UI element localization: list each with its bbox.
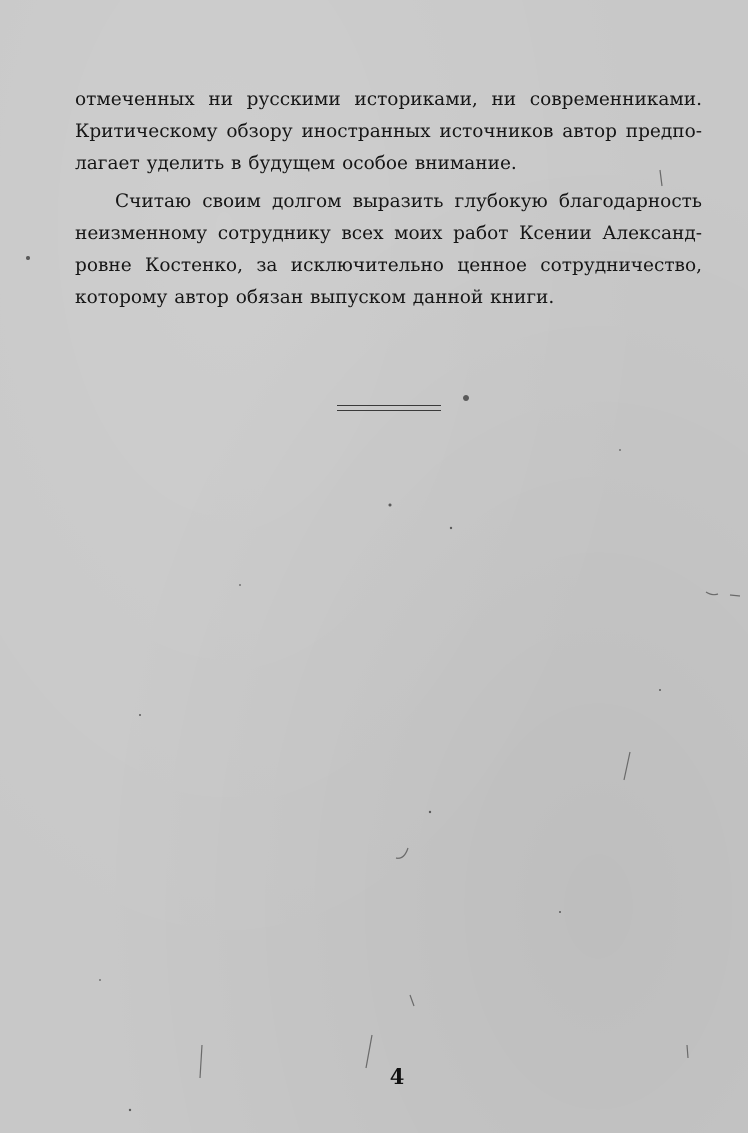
text-line: ровне Костенко, за исключительно ценное сотрудничество,: [75, 255, 702, 276]
text-line: Критическому обзору иностранных источников автор предпо-: [75, 121, 702, 142]
text-line: которому автор обязан выпуском данной книги.: [75, 287, 555, 308]
text-line: Считаю своим долгом выразить глубокую благодарность: [115, 191, 702, 212]
body-text: [75, 84, 702, 314]
paragraph-1: [75, 84, 702, 180]
text-line: отмеченных ни русскими историками, ни современниками.: [75, 89, 702, 110]
paragraph-2: [75, 186, 702, 314]
section-divider: [337, 405, 441, 411]
text-line: лагает уделить в будущем особое внимание.: [75, 153, 517, 174]
page-number: 4: [389, 1064, 405, 1089]
text-line: неизменному сотруднику всех моих работ Ксении Александ-: [75, 223, 702, 244]
